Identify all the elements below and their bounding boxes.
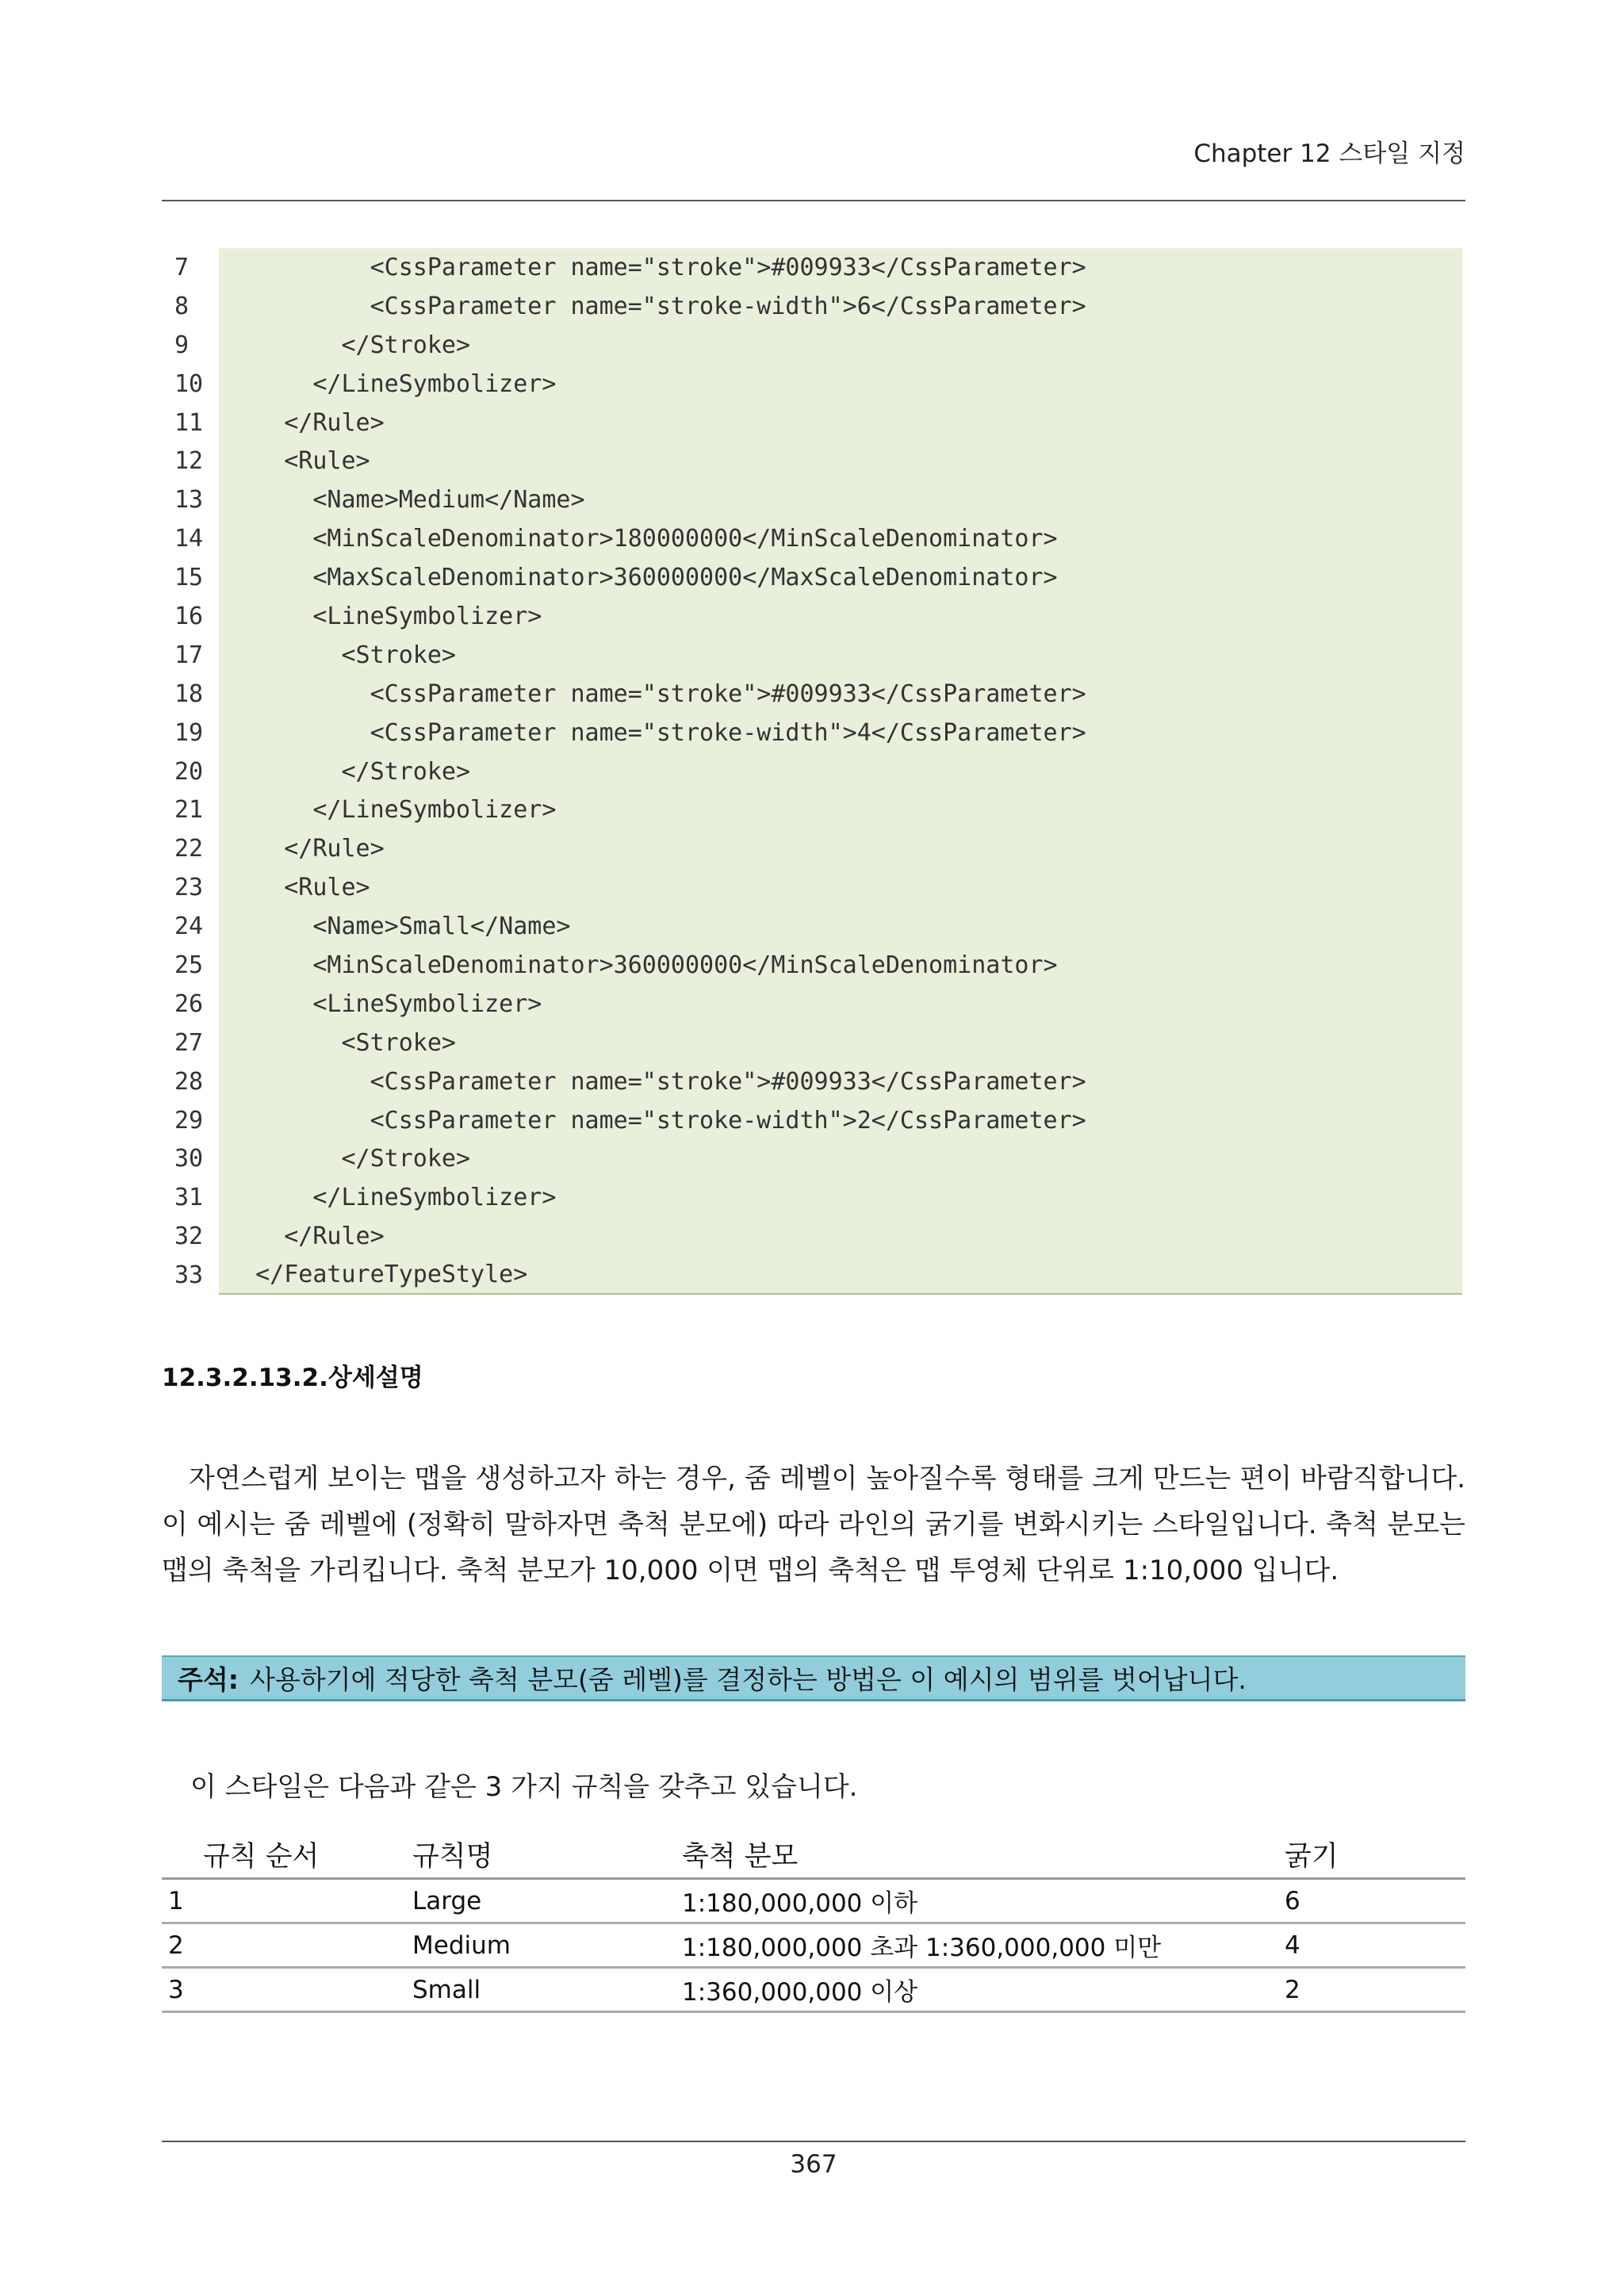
code-text: <Name>Medium</Name> — [219, 480, 1462, 519]
code-text: <LineSymbolizer> — [219, 597, 1462, 636]
header-rule-order: 규칙 순서 — [162, 1831, 406, 1879]
code-text: <CssParameter name="stroke-width">6</CssParameter> — [219, 287, 1462, 326]
code-text: </LineSymbolizer> — [219, 1178, 1462, 1217]
line-number: 18 — [174, 679, 204, 708]
cell-rule-order: 2 — [162, 1923, 406, 1968]
line-number: 28 — [174, 1067, 204, 1096]
line-number: 15 — [174, 564, 204, 592]
line-number: 22 — [174, 835, 204, 863]
code-text: <MinScaleDenominator>360000000</MinScaleDenominator> — [219, 946, 1462, 985]
code-line — [162, 1139, 1462, 1178]
code-line — [162, 597, 1462, 636]
table-row — [162, 1968, 1465, 2012]
page-footer — [162, 2141, 1465, 2179]
line-number: 29 — [174, 1106, 204, 1135]
line-number: 14 — [174, 525, 204, 553]
code-text: </Stroke> — [219, 1139, 1462, 1178]
line-number: 11 — [174, 408, 204, 437]
cell-stroke-width: 2 — [1278, 1968, 1465, 2012]
code-line — [162, 248, 1462, 287]
line-number: 31 — [174, 1184, 204, 1212]
code-text: </Rule> — [219, 1217, 1462, 1256]
line-number: 8 — [174, 292, 190, 320]
code-text: <CssParameter name="stroke-width">4</CssParameter> — [219, 714, 1462, 752]
code-text: <MinScaleDenominator>180000000</MinScaleDenominator> — [219, 519, 1462, 558]
page-number: 367 — [790, 2150, 837, 2179]
description-paragraph: 자연스럽게 보이는 맵을 생성하고자 하는 경우, 줌 레벨이 높아질수록 형태를 크게 만드는 편이 바람직합니다. 이 예시는 줌 레벨에 (정확히 말하자면 축척 분모에) 따라 라인의 굵기를 변화시키는 스타일입니다. 축척 분모는 맵의 축척을 가리킵니다. 축척 분모가 10,000 이면 맵의 축척은 맵 투영체 단위로 1:10,000 입니다. — [162, 1463, 1465, 1586]
code-text: </Stroke> — [219, 326, 1462, 365]
line-number: 33 — [174, 1261, 204, 1290]
line-number: 12 — [174, 447, 204, 476]
code-line — [162, 519, 1462, 558]
code-line — [162, 480, 1462, 519]
code-line — [162, 1101, 1462, 1140]
line-number: 32 — [174, 1223, 204, 1251]
code-line — [162, 1024, 1462, 1062]
code-line — [162, 868, 1462, 907]
page-header — [162, 132, 1465, 201]
code-line — [162, 365, 1462, 404]
code-line — [162, 636, 1462, 675]
code-line — [162, 714, 1462, 752]
code-line — [162, 1217, 1462, 1256]
code-text: <Name>Small</Name> — [219, 907, 1462, 946]
code-line — [162, 442, 1462, 480]
table-row — [162, 1923, 1465, 1968]
note-box — [162, 1655, 1465, 1701]
code-text: <LineSymbolizer> — [219, 985, 1462, 1024]
note-text: 사용하기에 적당한 축척 분모(줌 레벨)를 결정하는 방법은 이 예시의 범위를 벗어납니다. — [249, 1664, 1247, 1695]
code-line — [162, 985, 1462, 1024]
code-text: <CssParameter name="stroke-width">2</CssParameter> — [219, 1101, 1462, 1140]
code-text: </Stroke> — [219, 752, 1462, 791]
cell-scale-denominator: 1:180,000,000 이하 — [676, 1879, 1278, 1923]
cell-stroke-width: 4 — [1278, 1923, 1465, 1968]
code-text: <Rule> — [219, 442, 1462, 480]
header-rule-name: 규칙명 — [406, 1831, 676, 1879]
code-line — [162, 558, 1462, 597]
line-number: 16 — [174, 602, 204, 630]
cell-scale-denominator: 1:360,000,000 이상 — [676, 1968, 1278, 2012]
code-line — [162, 404, 1462, 442]
code-text: <CssParameter name="stroke">#009933</CssParameter> — [219, 248, 1462, 287]
line-number: 23 — [174, 874, 204, 902]
line-number: 7 — [174, 253, 190, 281]
cell-stroke-width: 6 — [1278, 1879, 1465, 1923]
code-text: <CssParameter name="stroke">#009933</CssParameter> — [219, 675, 1462, 714]
table-header-row — [162, 1831, 1465, 1879]
header-scale-denominator: 축척 분모 — [676, 1831, 1278, 1879]
section-heading: 12.3.2.13.2.상세설명 — [162, 1364, 423, 1392]
line-number: 30 — [174, 1145, 204, 1173]
line-number: 13 — [174, 486, 204, 515]
code-line — [162, 907, 1462, 946]
code-line — [162, 1178, 1462, 1217]
line-number: 26 — [174, 989, 204, 1018]
line-number: 9 — [174, 331, 190, 359]
cell-rule-order: 1 — [162, 1879, 406, 1923]
header-stroke-width: 굵기 — [1278, 1831, 1465, 1879]
code-line — [162, 829, 1462, 868]
table-row — [162, 1879, 1465, 1923]
code-line — [162, 1062, 1462, 1101]
code-listing — [162, 248, 1462, 1295]
cell-rule-name: Medium — [406, 1923, 676, 1968]
rules-table — [162, 1831, 1465, 2013]
code-line — [162, 675, 1462, 714]
code-text: <Stroke> — [219, 1024, 1462, 1062]
code-text: <Rule> — [219, 868, 1462, 907]
code-text: </Rule> — [219, 829, 1462, 868]
code-text: </Rule> — [219, 404, 1462, 442]
code-line — [162, 752, 1462, 791]
note-label: 주석: — [178, 1664, 239, 1695]
line-number: 17 — [174, 641, 204, 669]
line-number: 25 — [174, 951, 204, 979]
code-line — [162, 1256, 1462, 1295]
cell-rule-name: Large — [406, 1879, 676, 1923]
code-line — [162, 790, 1462, 829]
line-number: 24 — [174, 913, 204, 941]
rules-intro: 이 스타일은 다음과 같은 3 가지 규칙을 갖추고 있습니다. — [190, 1771, 858, 1803]
code-text: <MaxScaleDenominator>360000000</MaxScaleDenominator> — [219, 558, 1462, 597]
code-line — [162, 326, 1462, 365]
cell-rule-name: Small — [406, 1968, 676, 2012]
line-number: 27 — [174, 1028, 204, 1057]
line-number: 10 — [174, 369, 204, 398]
code-text: </FeatureTypeStyle> — [219, 1256, 1462, 1295]
line-number: 21 — [174, 796, 204, 825]
code-line — [162, 946, 1462, 985]
code-text: <Stroke> — [219, 636, 1462, 675]
chapter-title: Chapter 12 스타일 지정 — [1193, 140, 1465, 168]
line-number: 20 — [174, 757, 204, 786]
cell-rule-order: 3 — [162, 1968, 406, 2012]
cell-scale-denominator: 1:180,000,000 초과 1:360,000,000 미만 — [676, 1923, 1278, 1968]
code-text: <CssParameter name="stroke">#009933</CssParameter> — [219, 1062, 1462, 1101]
line-number: 19 — [174, 718, 204, 747]
code-text: </LineSymbolizer> — [219, 790, 1462, 829]
code-line — [162, 287, 1462, 326]
code-text: </LineSymbolizer> — [219, 365, 1462, 404]
